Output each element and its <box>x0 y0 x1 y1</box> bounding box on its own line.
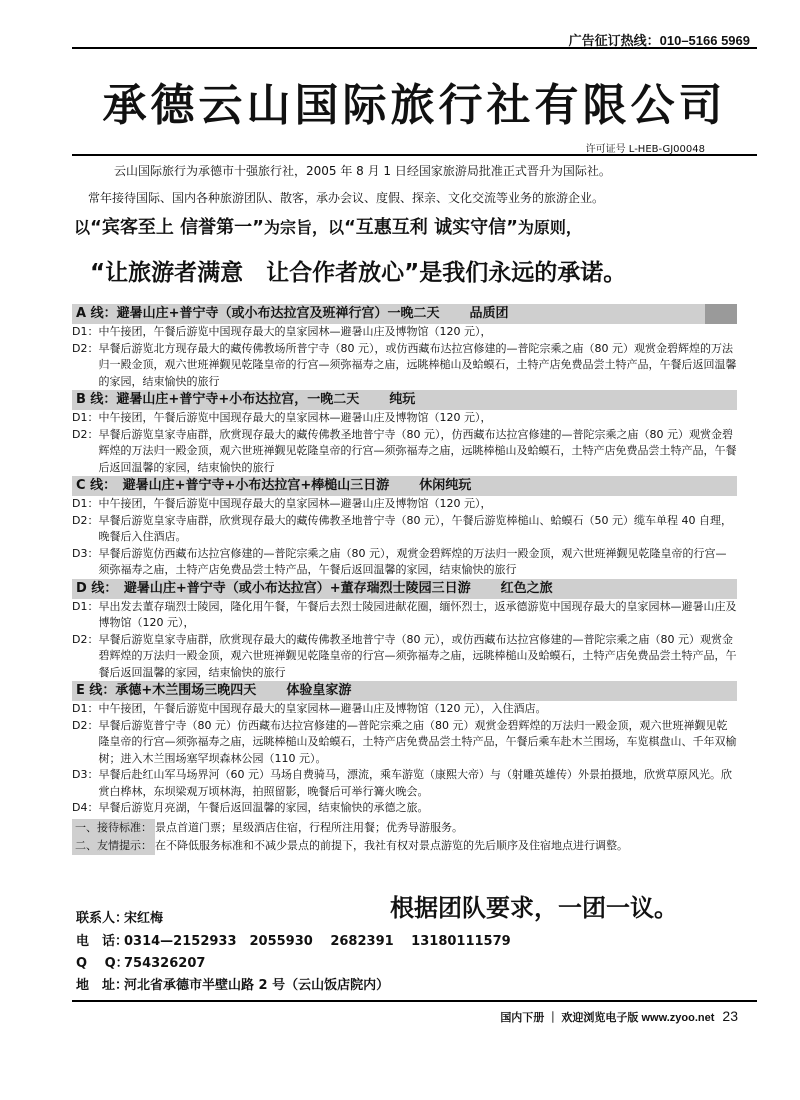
itinerary-day <box>72 632 737 682</box>
itinerary-day <box>72 341 737 391</box>
itinerary-day <box>72 410 737 427</box>
company-name: 承德云山国际旅行社有限公司 <box>102 80 727 131</box>
route-tag: 体验皇家游 <box>286 683 352 698</box>
footer-text: 国内下册 ｜ 欢迎浏览电子版 www.zyoo.net <box>500 1012 715 1024</box>
principles-motto-1: “宾客至上 信誉第一” <box>90 217 264 238</box>
day-label: D1： <box>72 497 99 510</box>
slogan: “让旅游者满意 让合作者放心”是我们永远的承诺。 <box>90 260 627 286</box>
route-tag: 休闲纯玩 <box>419 478 472 493</box>
day-text: 早餐后游览皇家寺庙群，欣赏现存最大的藏传佛教圣地普宁寺（80 元），午餐后游览棒槌山、蛤蟆石（50 元）缆车单程 40 自理，晚餐后入住酒店。 <box>98 513 732 543</box>
note-label: 二、友情提示： <box>72 837 155 855</box>
ad-hotline: 广告征订热线：010–5166 5969 <box>568 33 750 48</box>
route-tag: 红色之旅 <box>500 580 553 596</box>
day-text: 早餐后游览仿西藏布达拉宫修建的—普陀宗乘之庙（80 元），观赏金碧辉煌的万法归一殿金顶，观六世班禅觐见乾隆皇帝的行宫—须弥福寿之庙，土特产店免费品尝土特产品，午餐后返回温馨的家园，结束愉快的旅行 <box>98 546 727 576</box>
day-text: 早餐后游览普宁寺（80 元）仿西藏布达拉宫修建的—普陀宗乘之庙（80 元）观赏金碧辉煌的万法归一殿金顶，观六世班禅觐见乾隆皇帝的行宫—须弥福寿之庙，远眺棒槌山及蛤蟆石，土特产店免费品尝土特产品，午餐后乘车赴木兰围场，车览棋盘山、千年双榆树；进入木兰围场塞罕坝森林公园（110 元）。 <box>98 718 737 765</box>
contact-label: 地 址： <box>76 978 129 993</box>
contact-address <box>76 974 389 993</box>
itinerary-day <box>72 767 737 800</box>
contact-value: 0314—2152933 2055930 2682391 13180111579 <box>124 934 511 949</box>
day-text: 早出发去董存瑞烈士陵园，隆化用午餐，午餐后去烈士陵园进献花圈，缅怀烈士，返承德游览中国现存最大的皇家园林—避暑山庄及博物馆（120 元）， <box>98 599 737 629</box>
principles-motto-2: “互惠互利 诚实守信” <box>343 217 518 238</box>
contact-phone <box>76 930 511 949</box>
day-text: 早餐后游览皇家寺庙群，欣赏现存最大的藏传佛教圣地普宁寺（80 元），或仿西藏布达拉宫修建的—普陀宗乘之庙（80 元）观赏金碧辉煌的万法归一殿金顶，观六世班禅觐见乾隆皇帝的行宫—须弥福寿之庙，远眺棒槌山及蛤蟆石，土特产店免费品尝土特产品，午餐后返回温馨的家园，结束愉快的旅行 <box>98 632 737 679</box>
day-text: 早餐后游览北方现存最大的藏传佛教场所普宁寺（80 元），或仿西藏布达拉宫修建的—普陀宗乘之庙（80 元）观赏金碧辉煌的万法归一殿金顶，观六世班禅觐见乾隆皇帝的行宫—须弥福寿之庙，远眺棒槌山及蛤蟆石，土特产店免费品尝土特产品，午餐后返回温馨的家园，结束愉快的旅行 <box>98 341 737 388</box>
route-header <box>72 390 737 410</box>
intro-paragraph-1: 云山国际旅行为承德市十强旅行社，2005 年 8 月 1 日经国家旅游局批准正式晋升为国际社。 <box>114 164 611 178</box>
note-label: 一、接待标准： <box>72 819 155 837</box>
route-title: D 线： 避暑山庄+普宁寺（或小布达拉宫）+董存瑞烈士陵园三日游 <box>76 580 471 596</box>
route-header <box>72 681 737 701</box>
license-number: 许可证号 L-HEB-GJ00048 <box>585 144 705 155</box>
principles-part-2: 为宗旨，以 <box>263 218 344 237</box>
itinerary-day <box>72 599 737 632</box>
intro-paragraph-2: 常年接待国际、国内各种旅游团队、散客，承办会议、度假、探亲、文化交流等业务的旅游企业。 <box>88 191 605 205</box>
route-header <box>72 579 737 599</box>
day-label: D4： <box>72 801 99 814</box>
itinerary-day <box>72 324 737 341</box>
route-tag: 纯玩 <box>389 392 416 407</box>
itinerary-day <box>72 513 737 546</box>
intro-principles <box>74 213 582 239</box>
day-text: 中午接团，午餐后游览中国现存最大的皇家园林—避暑山庄及博物馆（120 元）， <box>98 411 492 424</box>
day-label: D1： <box>72 325 99 338</box>
day-label: D3： <box>72 546 99 560</box>
day-text: 中午接团，午餐后游览中国现存最大的皇家园林—避暑山庄及博物馆（120 元），入住酒店。 <box>98 702 547 715</box>
contact-label: 联系人： <box>76 911 129 926</box>
day-label: D1： <box>72 411 99 424</box>
day-label: D2： <box>72 427 99 441</box>
day-label: D2： <box>72 513 99 527</box>
route-title: E 线：承德+木兰围场三晚四天 <box>76 683 257 698</box>
day-text: 中午接团，午餐后游览中国现存最大的皇家园林—避暑山庄及博物馆（120 元）， <box>98 325 492 338</box>
itinerary-day <box>72 800 737 817</box>
contact-value: 河北省承德市半壁山路 2 号（云山饭店院内） <box>124 978 390 993</box>
principles-part-1: 以 <box>74 218 91 237</box>
day-text: 早餐后游览月亮湖，午餐后返回温馨的家园，结束愉快的承德之旅。 <box>98 801 429 814</box>
contact-person <box>76 907 163 926</box>
principles-part-3: 为原则， <box>517 218 582 237</box>
footer-rule <box>72 1000 757 1002</box>
day-text: 中午接团，午餐后游览中国现存最大的皇家园林—避暑山庄及博物馆（120 元）， <box>98 497 492 510</box>
top-rule <box>72 47 757 49</box>
contact-qq <box>76 952 205 971</box>
note-item <box>72 837 737 855</box>
route-tag: 品质团 <box>469 306 509 321</box>
itinerary-day <box>72 701 737 718</box>
notes <box>72 819 737 855</box>
note-text: 景点首道门票；星级酒店住宿，行程所注用餐；优秀导游服务。 <box>155 820 463 834</box>
route-title: B 线：避暑山庄+普宁寺+小布达拉宫，一晚二天 <box>76 392 360 407</box>
day-label: D1： <box>72 702 99 715</box>
header-rule <box>72 154 757 156</box>
route-title: C 线： 避暑山庄+普宁寺+小布达拉宫+棒槌山三日游 <box>76 478 390 493</box>
contact-value: 宋红梅 <box>124 911 164 926</box>
route-title: A 线：避暑山庄+普宁寺（或小布达拉宫及班禅行宫）一晚二天 <box>76 306 440 321</box>
itinerary-day <box>72 718 737 768</box>
route-header <box>72 304 737 324</box>
itinerary-day <box>72 427 737 477</box>
contact-label: 电 话： <box>76 934 129 949</box>
note-text: 在不降低服务标准和不减少景点的前提下，我社有权对景点游览的先后顺序及住宿地点进行调整。 <box>155 838 628 852</box>
day-text: 早餐后游览皇家寺庙群，欣赏现存最大的藏传佛教圣地普宁寺（80 元），仿西藏布达拉宫修建的—普陀宗乘之庙（80 元）观赏金碧辉煌的万法归一殿金顶，观六世班禅觐见乾隆皇帝的行宫—须弥福寿之庙，远眺棒槌山及蛤蟆石，土特产店免费品尝土特产品，午餐后返回温馨的家园，结束愉快的旅行 <box>98 427 737 474</box>
route-list <box>72 304 737 855</box>
note-item <box>72 819 737 837</box>
day-label: D3： <box>72 768 99 781</box>
route-header <box>72 476 737 496</box>
day-label: D2： <box>72 341 99 355</box>
contact-value: 754326207 <box>124 956 206 971</box>
day-label: D1： <box>72 599 99 613</box>
itinerary-day <box>72 496 737 513</box>
day-text: 早餐后赴红山军马场界河（60 元）马场自费骑马，漂流，乘车游览（康熙大帝）与（射雕英雄传）外景拍摄地，欣赏草原风光。欣赏白桦林，东坝梁观万顷林海，拍照留影，晚餐后可举行篝火晚会。 <box>98 768 732 798</box>
page-number: 23 <box>722 1008 738 1024</box>
tagline: 根据团队要求，一团一议。 <box>390 894 678 922</box>
page-footer <box>500 1008 738 1025</box>
contact-label: Q Q： <box>76 956 129 971</box>
day-label: D2： <box>72 632 99 646</box>
day-label: D2： <box>72 718 99 732</box>
itinerary-day <box>72 546 737 579</box>
